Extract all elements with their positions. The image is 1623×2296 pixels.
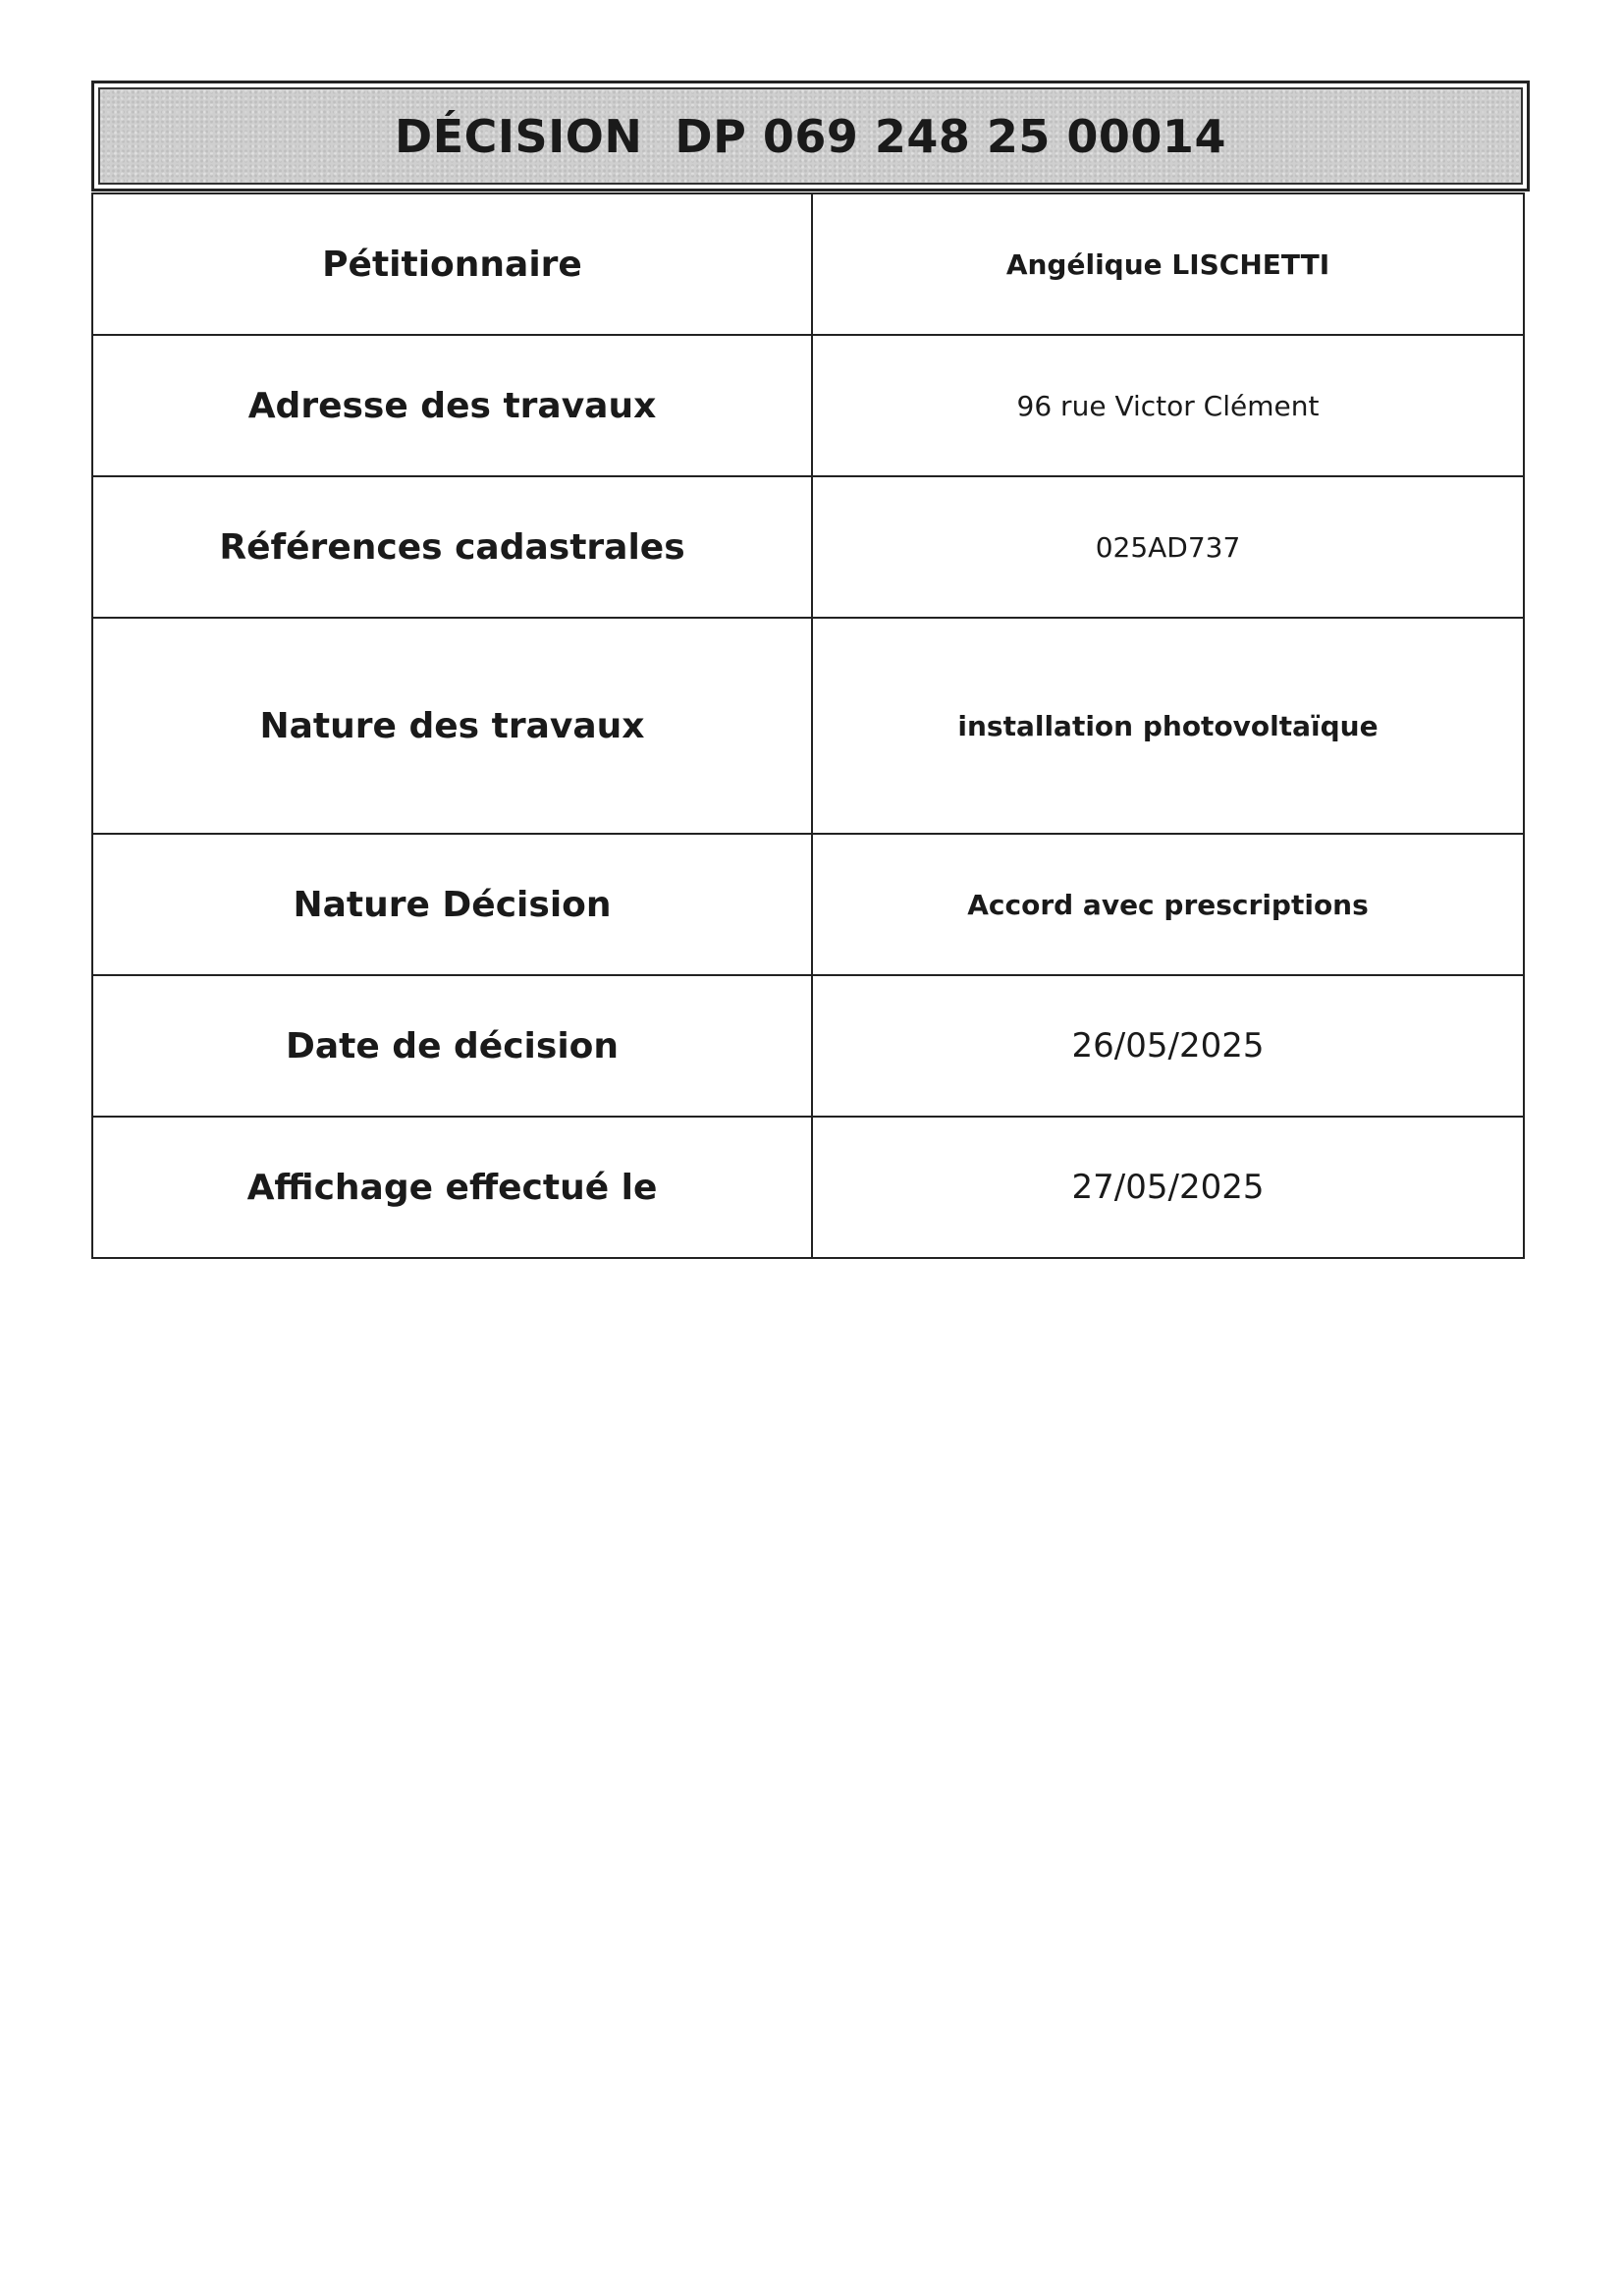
row-label: Pétitionnaire bbox=[92, 193, 812, 335]
table-row-affichage bbox=[92, 1117, 1524, 1258]
table-row-nature-travaux bbox=[92, 618, 1524, 834]
decision-title: DÉCISION DP 069 248 25 00014 bbox=[395, 109, 1226, 163]
table-row-petitionnaire bbox=[92, 193, 1524, 335]
row-value: 26/05/2025 bbox=[812, 975, 1524, 1117]
row-value: Angélique LISCHETTI bbox=[812, 193, 1524, 335]
row-label: Adresse des travaux bbox=[92, 335, 812, 476]
row-label: Références cadastrales bbox=[92, 476, 812, 618]
table-row-references bbox=[92, 476, 1524, 618]
row-value: 025AD737 bbox=[812, 476, 1524, 618]
row-label: Affichage effectué le bbox=[92, 1117, 812, 1258]
decision-info-table bbox=[91, 192, 1525, 1259]
table-row-adresse bbox=[92, 335, 1524, 476]
row-value: installation photovoltaïque bbox=[812, 618, 1524, 834]
row-value: 27/05/2025 bbox=[812, 1117, 1524, 1258]
table-row-date-decision bbox=[92, 975, 1524, 1117]
row-label: Nature Décision bbox=[92, 834, 812, 975]
row-label: Nature des travaux bbox=[92, 618, 812, 834]
decision-header-band bbox=[98, 87, 1523, 185]
decision-header-box bbox=[91, 81, 1530, 191]
row-value: Accord avec prescriptions bbox=[812, 834, 1524, 975]
row-value: 96 rue Victor Clément bbox=[812, 335, 1524, 476]
table-row-nature-decision bbox=[92, 834, 1524, 975]
row-label: Date de décision bbox=[92, 975, 812, 1117]
